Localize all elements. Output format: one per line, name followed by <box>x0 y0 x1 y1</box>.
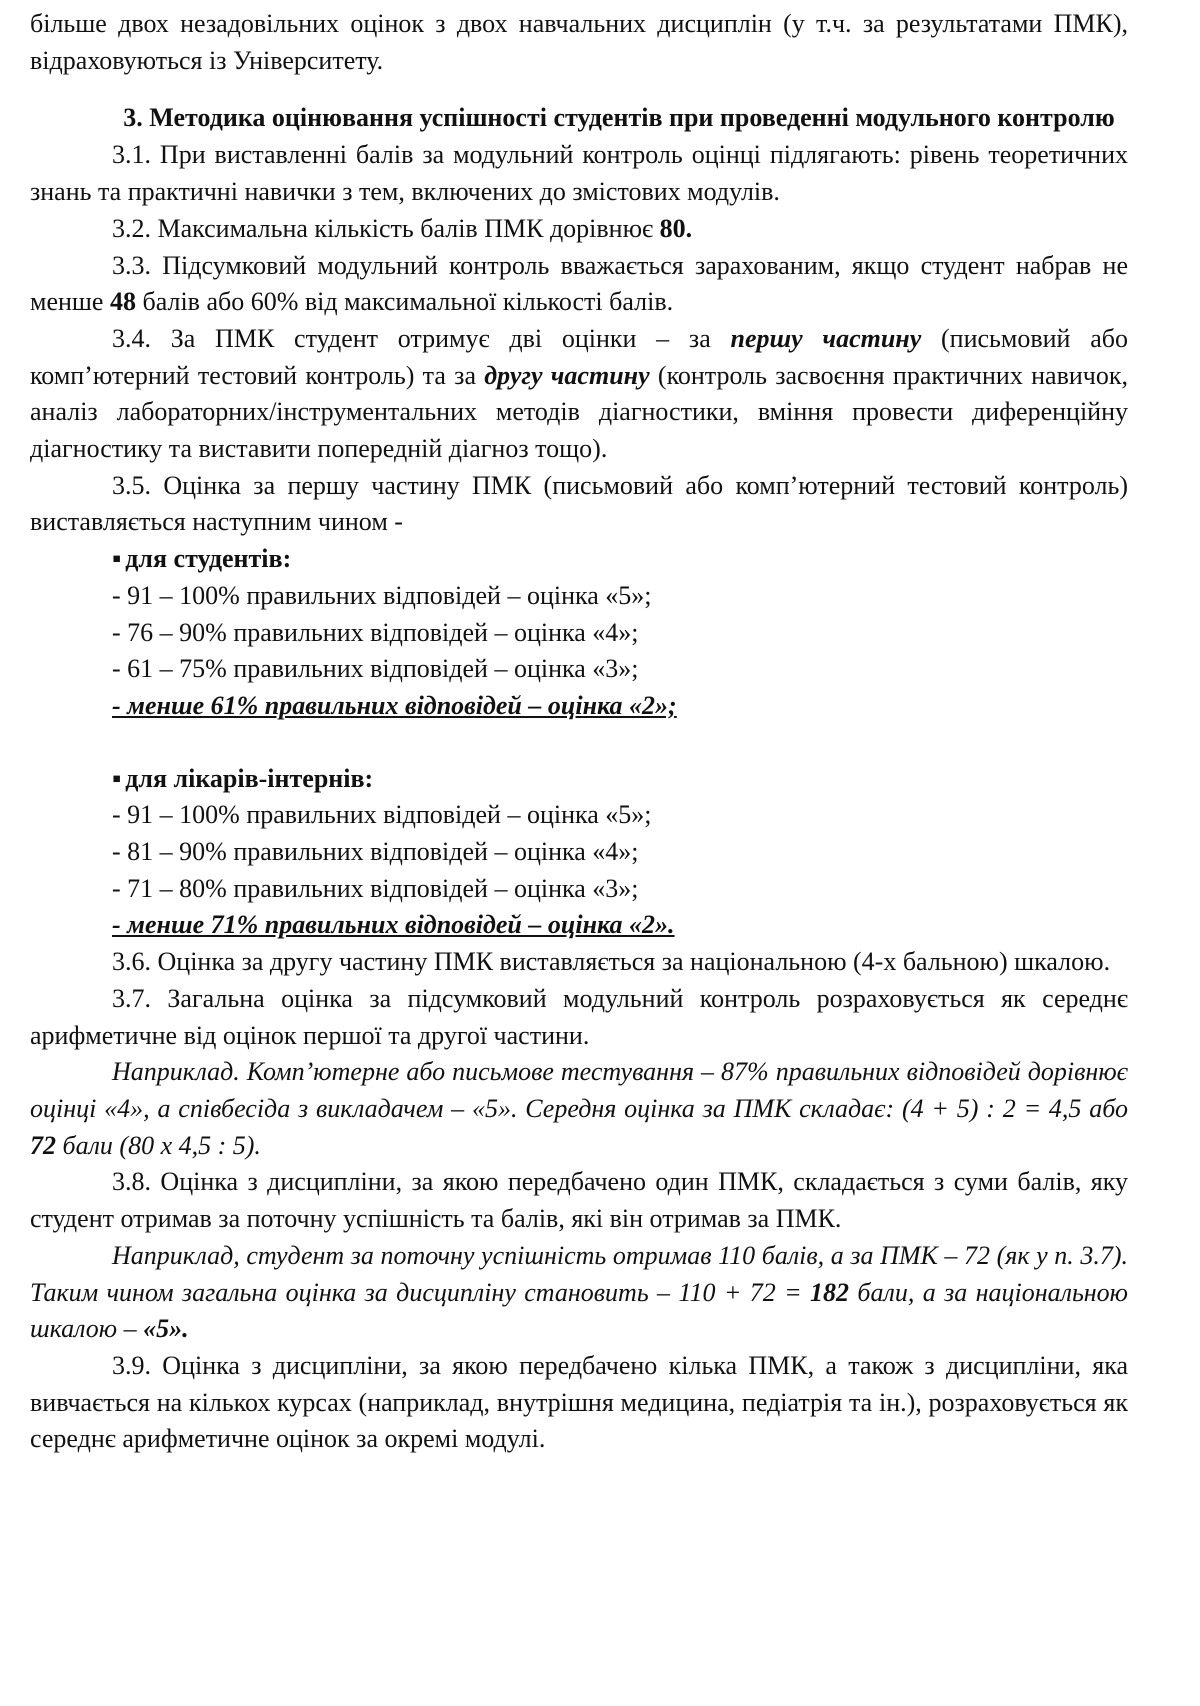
spacer <box>30 725 1128 761</box>
first-part-term: першу частину <box>730 323 922 353</box>
list-item: - 91 – 100% правильних відповідей – оцінка «5»; <box>112 800 652 830</box>
paragraph-3-6: 3.6. Оцінка за другу частину ПМК виставляється за національною (4-х бальною) шкалою. <box>112 947 1111 977</box>
second-part-term: другу частину <box>484 360 650 390</box>
example-2 <box>30 1238 1128 1348</box>
paragraph-3-4-t1: 3.4. За ПМК студент отримує дві оцінки – за <box>112 323 731 353</box>
list-item: - 71 – 80% правильних відповідей – оцінка «3»; <box>112 873 639 903</box>
example-2-grade: «5». <box>143 1314 189 1344</box>
example-2-mid: бали, а за національною шкалою – <box>30 1277 1129 1344</box>
paragraph-3-4-t2: (письмовий або комп’ютерний тестовий контроль) та за <box>30 323 1128 390</box>
example-1-after: бали (80 х 4,5 : 5). <box>56 1130 261 1160</box>
list-item: - 76 – 90% правильних відповідей – оцінка «4»; <box>112 617 639 647</box>
students-label-text: для студентів: <box>125 544 292 574</box>
paragraph-3-2-text: 3.2. Максимальна кількість балів ПМК дорівнює <box>112 213 660 243</box>
list-item: - 91 – 100% правильних відповідей – оцінка «5»; <box>112 580 652 610</box>
example-1-before: Наприклад. Комп’ютерне або письмове тестування – 87% правильних відповідей дорівнює оцінці «4», а співбесіда з викладачем – «5». Середня оцінка за ПМК складає: (4 + 5) : 2 = 4,5 або <box>30 1057 1128 1123</box>
students-fail-item: - менше 61% правильних відповідей – оцінка «2»; <box>112 690 677 720</box>
paragraph-3-5: 3.5. Оцінка за першу частину ПМК (письмовий або комп’ютерний тестовий контроль) виставляється наступним чином - <box>30 470 1128 537</box>
max-points-value: 80. <box>659 213 693 243</box>
interns-label <box>30 761 1128 798</box>
paragraph-3-8: 3.8. Оцінка з дисципліни, за якою передбачено один ПМК, складається з суми балів, яку студент отримав за поточну успішність та балів, які він отримав за ПМК. <box>30 1167 1128 1234</box>
paragraph-3-1: 3.1. При виставленні балів за модульний контроль оцінці підлягають: рівень теоретичних знань та практичні навички з тем, включених до змістових модулів. <box>30 140 1128 207</box>
intro-paragraph: більше двох незадовільних оцінок з двох навчальних дисциплін (у т.ч. за результатами ПМК), відраховуються із Університету. <box>30 9 1128 75</box>
paragraph-3-2 <box>30 211 1128 248</box>
paragraph-3-7: 3.7. Загальна оцінка за підсумковий модульний контроль розраховується як середнє арифметичне від оцінок першої та другої частини. <box>30 983 1128 1050</box>
example-2-total: 182 <box>810 1277 850 1307</box>
paragraph-3-9: 3.9. Оцінка з дисципліни, за якою передбачено кілька ПМК, а також з дисципліни, яка вивчається на кількох курсах (наприклад, внутрішня медицина, педіатрія та ін.), розраховується як середнє арифметичне оцінок за окремі модулі. <box>30 1350 1128 1454</box>
interns-fail-item: - менше 71% правильних відповідей – оцінка «2». <box>112 910 675 940</box>
example-1-points: 72 <box>30 1130 56 1160</box>
list-item: - 61 – 75% правильних відповідей – оцінка «3»; <box>112 654 639 684</box>
paragraph-3-3-after: балів або 60% від максимальної кількості балів. <box>135 287 674 317</box>
paragraph-3-4-t3: (контроль засвоєння практичних навичок, аналіз лабораторних/інструментальних методів діагностики, вміння провести диференційну діагностику та виставити попередній діагноз тощо). <box>30 360 1128 464</box>
list-item: - 81 – 90% правильних відповідей – оцінка «4»; <box>112 837 639 867</box>
paragraph-3-3-before: 3.3. Підсумковий модульний контроль вважається зарахованим, якщо студент набрав не менше <box>30 250 1128 317</box>
interns-label-text: для лікарів-інтернів: <box>125 763 374 793</box>
section-heading: 3. Методика оцінювання успішності студентів при проведенні модульного контролю <box>123 103 1115 133</box>
paragraph-3-4 <box>30 321 1128 468</box>
paragraph-3-3 <box>30 248 1128 321</box>
min-points-value: 48 <box>109 287 136 317</box>
students-label <box>30 541 1128 578</box>
example-2-before: Наприклад, студент за поточну успішність отримав 110 балів, а за ПМК – 72 (як у п. 3.7). Таким чином загальна оцінка за дисципліну становить – 110 + 72 = <box>30 1240 1128 1307</box>
example-1 <box>30 1054 1128 1164</box>
